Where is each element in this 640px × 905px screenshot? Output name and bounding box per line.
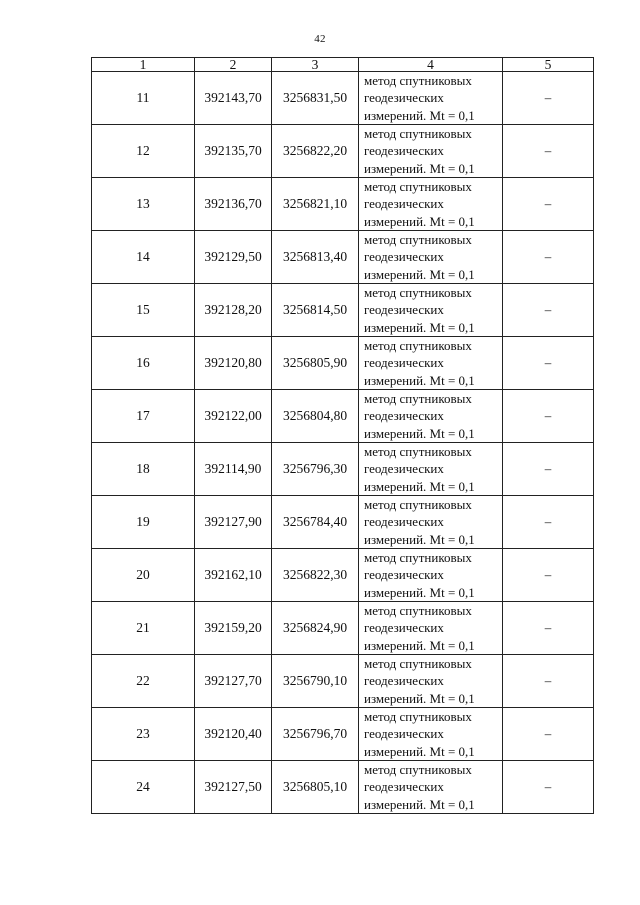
point-number-cell: 22 [92,655,195,708]
method-cell [359,655,503,708]
table-row [92,443,594,496]
method-line: измерений. Mt = 0,1 [364,584,475,600]
x-coordinate-cell: 392114,90 [195,443,272,496]
method-line: геодезических [364,302,444,318]
method-line: метод спутниковых [364,126,472,142]
point-number-cell: 12 [92,125,195,178]
method-line: метод спутниковых [364,709,472,725]
method-line: геодезических [364,779,444,795]
note-cell: – [503,178,594,231]
x-coordinate-cell: 392128,20 [195,284,272,337]
method-line: метод спутниковых [364,391,472,407]
y-coordinate-cell: 3256814,50 [272,284,359,337]
method-line: геодезических [364,408,444,424]
method-cell [359,443,503,496]
method-line: геодезических [364,726,444,742]
method-cell [359,496,503,549]
point-number-cell: 14 [92,231,195,284]
method-cell [359,284,503,337]
y-coordinate-cell: 3256822,30 [272,549,359,602]
column-header: 2 [195,58,272,72]
table-row [92,231,594,284]
method-line: измерений. Mt = 0,1 [364,796,475,812]
method-line: измерений. Mt = 0,1 [364,478,475,494]
method-line: геодезических [364,620,444,636]
table-row [92,655,594,708]
x-coordinate-cell: 392122,00 [195,390,272,443]
column-header: 1 [92,58,195,72]
method-cell [359,761,503,814]
method-line: метод спутниковых [364,338,472,354]
table-row [92,337,594,390]
note-cell: – [503,390,594,443]
method-line: геодезических [364,196,444,212]
method-line: метод спутниковых [364,285,472,301]
point-number-cell: 13 [92,178,195,231]
x-coordinate-cell: 392127,70 [195,655,272,708]
method-line: геодезических [364,514,444,530]
column-header: 5 [503,58,594,72]
y-coordinate-cell: 3256821,10 [272,178,359,231]
method-cell [359,72,503,125]
table-row [92,549,594,602]
method-cell [359,337,503,390]
point-number-cell: 19 [92,496,195,549]
point-number-cell: 17 [92,390,195,443]
method-line: метод спутниковых [364,232,472,248]
table-row [92,284,594,337]
y-coordinate-cell: 3256831,50 [272,72,359,125]
method-line: метод спутниковых [364,497,472,513]
point-number-cell: 18 [92,443,195,496]
method-line: измерений. Mt = 0,1 [364,107,475,123]
y-coordinate-cell: 3256813,40 [272,231,359,284]
page-number: 42 [314,33,326,45]
point-number-cell: 11 [92,72,195,125]
method-line: измерений. Mt = 0,1 [364,372,475,388]
method-line: метод спутниковых [364,73,472,89]
method-line: измерений. Mt = 0,1 [364,213,475,229]
method-line: метод спутниковых [364,762,472,778]
x-coordinate-cell: 392120,40 [195,708,272,761]
x-coordinate-cell: 392136,70 [195,178,272,231]
method-cell [359,231,503,284]
x-coordinate-cell: 392159,20 [195,602,272,655]
note-cell: – [503,231,594,284]
x-coordinate-cell: 392129,50 [195,231,272,284]
point-number-cell: 21 [92,602,195,655]
y-coordinate-cell: 3256790,10 [272,655,359,708]
method-line: метод спутниковых [364,444,472,460]
method-line: геодезических [364,673,444,689]
note-cell: – [503,761,594,814]
column-header: 3 [272,58,359,72]
table-header-row [92,58,594,72]
note-cell: – [503,602,594,655]
table-row [92,761,594,814]
table-row [92,708,594,761]
method-line: геодезических [364,143,444,159]
method-cell [359,602,503,655]
x-coordinate-cell: 392127,90 [195,496,272,549]
point-number-cell: 23 [92,708,195,761]
method-line: метод спутниковых [364,656,472,672]
column-header: 4 [359,58,503,72]
point-number-cell: 20 [92,549,195,602]
note-cell: – [503,655,594,708]
method-cell [359,125,503,178]
point-number-cell: 15 [92,284,195,337]
y-coordinate-cell: 3256824,90 [272,602,359,655]
y-coordinate-cell: 3256796,30 [272,443,359,496]
note-cell: – [503,708,594,761]
method-line: измерений. Mt = 0,1 [364,160,475,176]
method-line: измерений. Mt = 0,1 [364,637,475,653]
method-line: геодезических [364,249,444,265]
x-coordinate-cell: 392162,10 [195,549,272,602]
x-coordinate-cell: 392135,70 [195,125,272,178]
point-number-cell: 24 [92,761,195,814]
table-row [92,125,594,178]
note-cell: – [503,72,594,125]
y-coordinate-cell: 3256804,80 [272,390,359,443]
method-line: измерений. Mt = 0,1 [364,319,475,335]
note-cell: – [503,125,594,178]
method-line: измерений. Mt = 0,1 [364,425,475,441]
x-coordinate-cell: 392143,70 [195,72,272,125]
note-cell: – [503,443,594,496]
x-coordinate-cell: 392120,80 [195,337,272,390]
table-body [92,72,594,814]
note-cell: – [503,337,594,390]
y-coordinate-cell: 3256784,40 [272,496,359,549]
point-number-cell: 16 [92,337,195,390]
note-cell: – [503,284,594,337]
table-row [92,496,594,549]
method-cell [359,708,503,761]
y-coordinate-cell: 3256805,10 [272,761,359,814]
method-line: геодезических [364,567,444,583]
note-cell: – [503,496,594,549]
coordinates-table [91,57,594,814]
method-line: измерений. Mt = 0,1 [364,690,475,706]
method-cell [359,178,503,231]
method-line: измерений. Mt = 0,1 [364,743,475,759]
method-line: геодезических [364,461,444,477]
method-line: метод спутниковых [364,603,472,619]
table-row [92,602,594,655]
table-row [92,390,594,443]
note-cell: – [503,549,594,602]
method-line: метод спутниковых [364,550,472,566]
method-line: измерений. Mt = 0,1 [364,266,475,282]
method-line: геодезических [364,355,444,371]
y-coordinate-cell: 3256805,90 [272,337,359,390]
y-coordinate-cell: 3256822,20 [272,125,359,178]
method-line: измерений. Mt = 0,1 [364,531,475,547]
table-row [92,72,594,125]
method-line: метод спутниковых [364,179,472,195]
table-row [92,178,594,231]
method-cell [359,549,503,602]
y-coordinate-cell: 3256796,70 [272,708,359,761]
x-coordinate-cell: 392127,50 [195,761,272,814]
method-cell [359,390,503,443]
method-line: геодезических [364,90,444,106]
